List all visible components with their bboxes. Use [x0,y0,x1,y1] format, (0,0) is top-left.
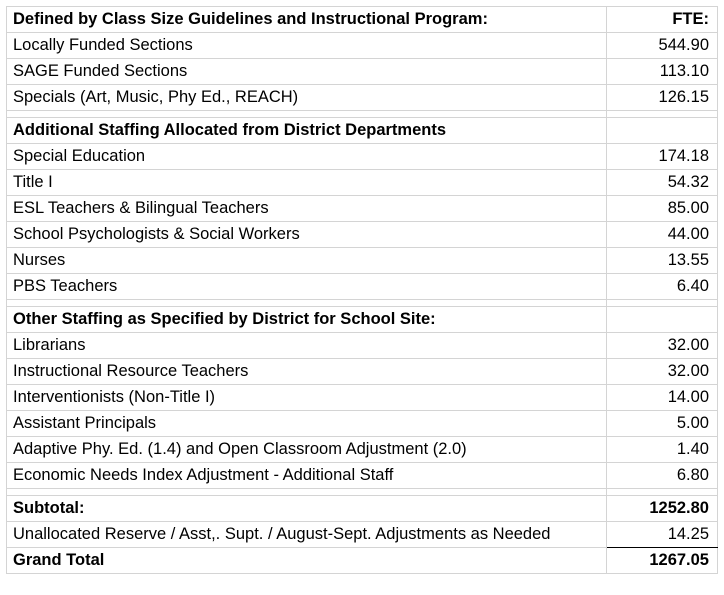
row-value: 54.32 [607,170,718,196]
row-label: PBS Teachers [7,274,607,300]
row-label: Economic Needs Index Adjustment - Additional Staff [7,463,607,489]
row-value: 13.55 [607,248,718,274]
table-row [7,437,718,463]
table-row [7,59,718,85]
row-value: 174.18 [607,144,718,170]
grand-total-row [7,548,718,574]
row-value: 5.00 [607,411,718,437]
row-value: 544.90 [607,33,718,59]
subtotal-value: 1252.80 [607,496,718,522]
reserve-row [7,522,718,548]
reserve-label: Unallocated Reserve / Asst,. Supt. / August-Sept. Adjustments as Needed [7,522,607,548]
spacer-row [7,111,718,118]
section-heading-value [607,307,718,333]
table-row [7,170,718,196]
subtotal-label: Subtotal: [7,496,607,522]
table-row [7,359,718,385]
spacer-cell [607,489,718,496]
section-heading: Other Staffing as Specified by District for School Site: [7,307,607,333]
section-heading-row [7,307,718,333]
row-value: 1.40 [607,437,718,463]
table-row [7,385,718,411]
table-row [7,274,718,300]
spacer-row [7,300,718,307]
table-row [7,222,718,248]
fte-staffing-table-container [6,6,717,574]
table-row [7,144,718,170]
section-heading: Additional Staffing Allocated from District Departments [7,118,607,144]
row-label: Specials (Art, Music, Phy Ed., REACH) [7,85,607,111]
spacer-cell [7,111,607,118]
row-value: 85.00 [607,196,718,222]
spacer-row [7,489,718,496]
row-value: 126.15 [607,85,718,111]
section-heading-row [7,118,718,144]
row-label: Title I [7,170,607,196]
table-row [7,248,718,274]
spacer-cell [607,111,718,118]
subtotal-row [7,496,718,522]
section-heading: Defined by Class Size Guidelines and Instructional Program: [7,7,607,33]
row-value: 44.00 [607,222,718,248]
grand-total-label: Grand Total [7,548,607,574]
row-value: 32.00 [607,333,718,359]
table-row [7,85,718,111]
section-heading-value [607,118,718,144]
row-label: School Psychologists & Social Workers [7,222,607,248]
row-label: Special Education [7,144,607,170]
table-row [7,33,718,59]
row-label: Adaptive Phy. Ed. (1.4) and Open Classroom Adjustment (2.0) [7,437,607,463]
table-row [7,196,718,222]
table-row [7,411,718,437]
row-value: 6.40 [607,274,718,300]
spacer-cell [7,489,607,496]
table-row [7,333,718,359]
section-heading-row [7,7,718,33]
fte-staffing-table [6,6,718,574]
row-value: 113.10 [607,59,718,85]
row-label: Librarians [7,333,607,359]
spacer-cell [7,300,607,307]
grand-total-value: 1267.05 [607,548,718,574]
row-value: 14.00 [607,385,718,411]
spacer-cell [607,300,718,307]
row-label: Assistant Principals [7,411,607,437]
row-label: ESL Teachers & Bilingual Teachers [7,196,607,222]
row-value: 32.00 [607,359,718,385]
row-value: 6.80 [607,463,718,489]
reserve-value: 14.25 [607,522,718,548]
row-label: Locally Funded Sections [7,33,607,59]
fte-column-header: FTE: [607,7,718,33]
row-label: SAGE Funded Sections [7,59,607,85]
row-label: Nurses [7,248,607,274]
table-row [7,463,718,489]
row-label: Instructional Resource Teachers [7,359,607,385]
row-label: Interventionists (Non-Title I) [7,385,607,411]
